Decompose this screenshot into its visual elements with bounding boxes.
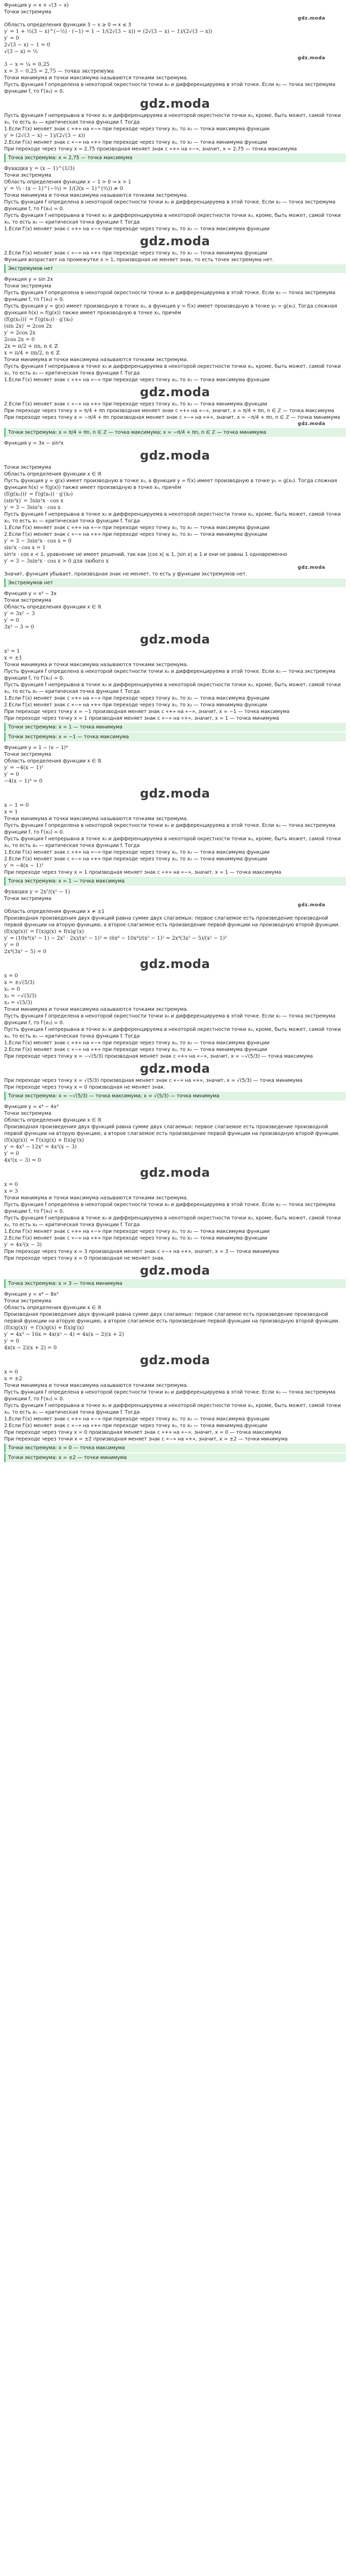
text-line: Область определения функции x ∈ ℝ xyxy=(4,758,101,764)
formula-line: x = 1 xyxy=(4,809,18,815)
text-line: Точки минимума и точки максимума называются точками экстремума. xyxy=(4,662,188,668)
text-line: При переходе через точку x = 1 производная меняет знак с «−» на «+», значит, x = 1 — точка минимума xyxy=(4,716,279,721)
text-line: Область определения функции x ∈ ℝ xyxy=(4,1305,101,1311)
formula-line: x = ±2 xyxy=(4,1376,23,1382)
text-line: Точки минимума и точки максимума называются точками экстремума. xyxy=(4,193,188,198)
text-line: При переходе через точку x = 0 производная не меняет знак. xyxy=(4,1256,165,1261)
formula-line: (f(x)g(x))′ = f′(x)g(x) + f(x)g′(x) xyxy=(4,1138,84,1143)
text-line: Функция y = x⁴ − 4x³ xyxy=(4,1104,59,1110)
answer-box: Точка экстремума: x = 1 — точка максимума xyxy=(4,877,346,886)
text-line: Пусть функция f определена в некоторой окрестности точки x₀ и дифференцируема в этой точке. Если x₀ — точка экстремума функции f, то f′(x₀) = 0. xyxy=(4,823,337,835)
formula-line: y′ = 4x²(x − 3) xyxy=(4,1242,42,1248)
text-line: Точки экстремума xyxy=(4,1111,51,1116)
formula-line: y′ = (10x⁴(x² − 1) − 2x⁵ · 2x)/(x² − 1)² = (6x⁶ − 10x⁴)/(x² − 1)² = 2x⁴(3x² − 5)/(x² − 1)² xyxy=(4,936,227,941)
text-line: Функция y = 3x − sin³x xyxy=(4,440,64,446)
text-line: Точки минимума и точки максимума называются точками экстремума. xyxy=(4,75,188,81)
formula-line: 2x⁴(3x² − 5) = 0 xyxy=(4,949,47,955)
formula-line: y′ = 0 xyxy=(4,1338,20,1344)
formula-line: y′ = 0 xyxy=(4,36,20,41)
text-line: Пусть функция f непрерывна в точке x₀ и дифференцируема в некоторой окрестности точки x₀, кроме, быть может, самой точки x₀, то есть x₀ — критическая точка функции f. Тогда xyxy=(4,1027,343,1039)
answer-box: Точка экстремума: x = 3 — точка минимума xyxy=(4,1279,346,1288)
text-line: Пусть функция f непрерывна в точке x₀ и дифференцируема в некоторой окрестности точки x₀, кроме, быть может, самой точки x₀, то есть x₀ — критическая точка функции f. Тогда xyxy=(4,512,343,524)
formula-line: x − 1 = 0 xyxy=(4,803,29,808)
text-line: 2.Если f′(x) меняет знак с «−» на «+» при переходе через точку x₀, то x₀ — точка минимума функции xyxy=(4,1047,268,1053)
text-line: Производная произведения двух функций равна сумме двух слагаемых: первое слагаемое есть произведение производной первой функции на вторую функцию, а второе слагаемое есть произведение первой функции на производную второй функции. xyxy=(4,1124,340,1137)
text-line: Пусть функция f непрерывна в точке x₀ и дифференцируема в некоторой окрестности точки x₀, кроме, быть может, самой точки x₀, то есть x₀ — критическая точка функции f. Тогда xyxy=(4,1215,343,1228)
text-line: Область определения функции x ∈ ℝ xyxy=(4,604,101,610)
watermark-logo: gdz.moda xyxy=(297,565,325,570)
text-line: При переходе через точку x = π/4 + πn производная меняет знак с «+» на «−», значит, x = π/4 + πn, n ∈ ℤ — точка максимума xyxy=(4,408,335,414)
text-line: 2.Если f′(x) меняет знак с «−» на «+» при переходе через точку x₀, то x₀ — точка минимума функции xyxy=(4,702,268,708)
watermark-logo: gdz.moda xyxy=(297,421,325,427)
text-line: Пусть функция f определена в некоторой окрестности точки x₀ и дифференцируема в этой точке. Если x₀ — точка экстремума функции f, то f′(x₀) = 0. xyxy=(4,1202,337,1214)
text-line: Функция y = x³ − 3x xyxy=(4,591,57,597)
text-line: Функция y = sin 2x xyxy=(4,277,54,282)
text-line: Пусть функция f непрерывна в точке x₀ и дифференцируема в некоторой окрестности точки x₀, кроме, быть может, самой точки x₀, то есть x₀ — критическая точка функции f. Тогда xyxy=(4,836,343,849)
text-line: 1.Если f′(x) меняет знак с «+» на «−» при переходе через точку x₀, то x₀ — точка максимума функции xyxy=(4,1229,270,1234)
formula-line: y′ = −4(x − 1)³ xyxy=(4,863,43,869)
watermark-logo: gdz.moda xyxy=(139,632,211,647)
text-line: При переходе через точку x = −π/4 + πn производная меняет знак с «−» на «+», значит, x = −π/4 + πn, n ∈ ℤ — точка минимума xyxy=(4,415,340,420)
formula-line: x₁ = 0 xyxy=(4,987,20,992)
text-line: Производная произведения двух функций равна сумме двух слагаемых: первое слагаемое есть произведение производной первой функции на вторую функцию, а второе слагаемое есть произведение первой функции на производную второй функции. xyxy=(4,1312,340,1324)
text-line: Точки экстремума xyxy=(4,1298,51,1304)
text-line: 2.Если f′(x) меняет знак с «−» на «+» при переходе через точку x₀, то x₀ — точка минимума функции xyxy=(4,140,268,145)
text-line: 2.Если f′(x) меняет знак с «−» на «+» при переходе через точку x₀, то x₀ — точка минимума функции xyxy=(4,401,268,407)
formula-line: x² = 1 xyxy=(4,649,20,654)
formula-line: y′ = 4x³ − 16x = 4x(x² − 4) = 4x(x − 2)(x + 2) xyxy=(4,1332,124,1337)
formula-line: (f(x)g(x))′ = f′(x)g(x) + f(x)g′(x) xyxy=(4,929,84,935)
watermark-logo: gdz.moda xyxy=(139,1165,211,1180)
text-line: 1.Если f′(x) меняет знак с «+» на «−» при переходе через точку x₀, то x₀ — точка максимума функции xyxy=(4,377,270,383)
formula-line: (sin 2x)′ = 2cos 2x xyxy=(4,324,52,329)
text-line: Пусть функция f определена в некоторой окрестности точки x₀ и дифференцируема в этой точке. Если x₀ — точка экстремума функции f, то f′(x₀) = 0. xyxy=(4,290,337,302)
text-line: При переходе через точку x = 0 производная не меняет знак. xyxy=(4,1084,165,1090)
formula-line: 2x = π/2 + πn, n ∈ ℤ xyxy=(4,344,58,349)
watermark-logo: gdz.moda xyxy=(297,56,325,61)
watermark-logo: gdz.moda xyxy=(139,96,211,111)
watermark-logo: gdz.moda xyxy=(139,1263,211,1278)
formula-line: x = 3 − 0,25 = 2,75 — точка экстремума xyxy=(4,69,114,74)
formula-line: x = 3 xyxy=(4,1189,18,1194)
text-line: 2.Если f′(x) меняет знак с «−» на «+» при переходе через точку x₀, то x₀ — точка минимума функции xyxy=(4,1235,268,1241)
text-line: 1.Если f′(x) меняет знак с «+» на «−» при переходе через точку x₀, то x₀ — точка максимума функции xyxy=(4,525,270,531)
text-line: 1.Если f′(x) меняет знак с «+» на «−» при переходе через точку x₀, то x₀ — точка максимума функции xyxy=(4,126,270,132)
text-line: Точки экстремума xyxy=(4,896,51,902)
answer-box: Экстремумов нет xyxy=(4,579,346,587)
text-line: При переходе через точку x = 0 производная меняет знак с «+» на «−», значит, x = 0 — точка максимума xyxy=(4,1430,282,1435)
text-line: 2.Если f′(x) меняет знак с «−» на «+» при переходе через точку x₀, то x₀ — точка минимума функции xyxy=(4,250,268,256)
text-line: При переходе через точку x = 2,75 производная меняет знак с «+» на «−», значит, x = 2,75 — точка максимума xyxy=(4,146,297,152)
watermark-logo: gdz.moda xyxy=(139,786,211,801)
text-line: Область определения функции 3 − x ≥ 0 ⇒ x ≤ 3 xyxy=(4,22,131,28)
watermark-logo: gdz.moda xyxy=(139,1061,211,1076)
text-line: Функция возрастает на промежутке x > 1, производная не меняет знак, то есть точек экстремума нет. xyxy=(4,257,274,263)
formula-line: (f(g(x₀)))′ = f′(g(x₀)) · g′(x₀) xyxy=(4,317,73,323)
formula-line: y′ = 0 xyxy=(4,618,20,623)
answer-box: Точки экстремума: x = π/4 + πn, n ∈ ℤ — точка максимума; x = −π/4 + πn, n ∈ ℤ — точка минимума xyxy=(4,428,346,437)
text-line: Функция y = 1 − (x − 1)⁴ xyxy=(4,745,68,751)
formula-line: √(3 − x) = ½ xyxy=(4,49,38,55)
formula-line: y′ = 0 xyxy=(4,772,20,777)
text-line: Область определения функции x ∈ ℝ xyxy=(4,1117,101,1123)
watermark-logo: gdz.moda xyxy=(139,234,211,248)
formula-line: (f(g(x₀)))′ = f′(g(x₀)) · g′(x₀) xyxy=(4,492,73,497)
text-line: 1.Если f′(x) меняет знак с «+» на «−» при переходе через точку x₀, то x₀ — точка максимума функции xyxy=(4,1416,270,1422)
formula-line: y′ = 2cos 2x xyxy=(4,330,36,336)
text-line: 1.Если f′(x) меняет знак с «+» на «−» при переходе через точку x₀, то x₀ — точка максимума функции xyxy=(4,696,270,701)
text-line: Точки экстремума xyxy=(4,9,51,15)
formula-line: 4x²(x − 3) = 0 xyxy=(4,1158,41,1163)
formula-line: x = 0 xyxy=(4,1369,18,1375)
formula-line: y′ = 0 xyxy=(4,1151,20,1157)
text-line: При переходе через точки x = ±2 производная меняет знак с «−» на «+», значит, x = ±2 — точки минимума xyxy=(4,1436,288,1442)
text-line: Точки экстремума xyxy=(4,752,51,757)
text-line: sin²x · cos x < 1, уравнение не имеет решений, так как |cos x| ≤ 1, |sin x| ≤ 1 и они не равны 1 одновременно xyxy=(4,552,287,557)
watermark-logo: gdz.moda xyxy=(297,903,325,908)
answer-box: Точки экстремума: x = −√(5/3) — точка максимума; x = √(5/3) — точка минимума xyxy=(4,1092,346,1100)
answer-box: Точки экстремума: x = 0 — точка максимума xyxy=(4,1444,346,1452)
formula-line: x = π/4 + πn/2, n ∈ ℤ xyxy=(4,350,60,356)
formula-line: x₂ = −√(5/3) xyxy=(4,993,37,999)
text-line: 2.Если f′(x) меняет знак с «−» на «+» при переходе через точку x₀, то x₀ — точка минимума функции xyxy=(4,532,268,537)
text-line: Точки экстремума xyxy=(4,283,51,289)
text-line: Функция y = x⁴ − 8x² xyxy=(4,1292,59,1297)
formula-line: y′ = 3 − 3sin²x · cos x = 0 xyxy=(4,538,72,544)
text-line: При переходе через точку x = −1 производная меняет знак с «+» на «−», значит, x = −1 — точка максимума xyxy=(4,709,290,715)
text-line: Значит, функция убывает, производная знак не меняет, то есть у функции экстремумов нет. xyxy=(4,571,248,577)
watermark-logo: gdz.moda xyxy=(139,385,211,399)
answer-box: Точки экстремума: x = −1 — точка максимума xyxy=(4,733,346,741)
formula-line: sin²x · cos x = 1 xyxy=(4,545,46,551)
formula-line: y′ = 1 + ½(3 − x)^(−½) · (−1) = 1 − 1/(2√(3 − x)) = (2√(3 − x) − 1)/(2√(3 − x)) xyxy=(4,29,213,35)
text-line: Пусть функция f непрерывна в точке x₀ и дифференцируема в некоторой окрестности точки x₀, кроме, быть может, самой точки x₀, то есть x₀ — критическая точка функции f. Тогда xyxy=(4,213,343,225)
text-line: Область определения функции x ≠ ±1 xyxy=(4,909,105,914)
text-line: Пусть функция f непрерывна в точке x₀ и дифференцируема в некоторой окрестности точки x₀, кроме, быть может, самой точки x₀, то есть x₀ — критическая точка функции f. Тогда xyxy=(4,364,343,376)
text-line: 2.Если f′(x) меняет знак с «−» на «+» при переходе через точку x₀, то x₀ — точка минимума функции xyxy=(4,856,268,862)
text-line: Точки минимума и точки максимума называются точками экстремума. xyxy=(4,1195,188,1201)
text-line: Точки экстремума xyxy=(4,598,51,603)
text-line: Область определения функции x − 1 > 0 ⇒ x > 1 xyxy=(4,179,131,185)
text-line: 1.Если f′(x) меняет знак с «+» на «−» при переходе через точку x₀, то x₀ — точка максимума функции xyxy=(4,850,270,855)
formula-line: Функция y = 2x⁵/(x² − 1) xyxy=(4,889,70,895)
text-line: Область определения функции x ∈ ℝ xyxy=(4,471,101,477)
formula-line: 3x² − 3 = 0 xyxy=(4,624,34,630)
formula-line: x = 0 xyxy=(4,973,18,979)
text-line: 1.Если f′(x) меняет знак с «+» на «−» при переходе через точку x₀, то x₀ — точка максимума функции xyxy=(4,1040,270,1046)
text-line: 1.Если f′(x) меняет знак с «+» на «−» при переходе через точку x₀, то x₀ — точка максимума функции xyxy=(4,226,270,232)
formula-line: y′ = 0 xyxy=(4,942,20,948)
formula-line: y′ = 3 − 3sin²x · cos x > 0 для любого x xyxy=(4,558,109,564)
watermark-logo: gdz.moda xyxy=(297,16,325,21)
formula-line: Функция y = (x − 1)^(1/3) xyxy=(4,166,75,172)
formula-line: 2√(3 − x) − 1 = 0 xyxy=(4,42,50,48)
text-line: Пусть функция f непрерывна в точке x₀ и дифференцируема в некоторой окрестности точки x₀, кроме, быть может, самой точки x₀, то есть x₀ — критическая точка функции f. Тогда xyxy=(4,113,343,125)
formula-line: y′ = (2√(3 − x) − 1)/(2√(3 − x)) xyxy=(4,133,85,139)
answer-box: Экстремумов нет xyxy=(4,264,346,273)
formula-line: 3 − x = ¼ = 0,25 xyxy=(4,62,50,67)
text-line: Точки минимума и точки максимума называются точками экстремума. xyxy=(4,1007,188,1012)
text-line: Пусть функция f непрерывна в точке x₀ и дифференцируема в некоторой окрестности точки x₀, кроме, быть может, самой точки x₀, то есть x₀ — критическая точка функции f. Тогда xyxy=(4,682,343,694)
answer-box: Точка экстремума: x = 2,75 — точка максимума xyxy=(4,154,346,162)
text-line: При переходе через точку x = √(5/3) производная меняет знак с «−» на «+», значит, x = √(5/3) — точка минимума xyxy=(4,1078,303,1083)
text-line: Пусть функция f определена в некоторой окрестности точки x₀ и дифференцируема в этой точке. Если x₀ — точка экстремума функции f, то f′(x₀) = 0. xyxy=(4,199,337,212)
watermark-logo: gdz.moda xyxy=(139,448,211,463)
text-line: Пусть функция y = g(x) имеет производную в точке x₀, а функция y = f(x) имеет производную в точке y₀ = g(x₀). Тогда сложная функция h(x) = f(g(x)) также имеет производную в точке x₀, причём xyxy=(4,478,339,490)
formula-line: y′ = −4(x − 1)³ xyxy=(4,765,43,771)
text-line: Пусть функция f определена в некоторой окрестности точки x₀ и дифференцируема в этой точке. Если x₀ — точка экстремума функции f, то f′(x₀) = 0. xyxy=(4,1389,337,1402)
text-line: Точки минимума и точки максимума называются точками экстремума. xyxy=(4,816,188,822)
formula-line: 2cos 2x = 0 xyxy=(4,337,35,343)
text-line: При переходе через точку x = 3 производная меняет знак с «−» на «+», значит, x = 3 — точка минимума xyxy=(4,1249,279,1255)
formula-line: y′ = ⅓ · (x − 1)^(−⅔) = 1/(3(x − 1)^(⅔)) ≠ 0 xyxy=(4,186,123,192)
formula-line: x = ±√(5/3) xyxy=(4,980,35,986)
formula-line: x₃ = √(5/3) xyxy=(4,1000,32,1006)
formula-line: −4(x − 1)³ = 0 xyxy=(4,778,43,784)
text-line: Точки экстремума xyxy=(4,465,51,470)
text-line: Точки экстремума xyxy=(4,173,51,178)
text-line: При переходе через точку x = −√(5/3) производная меняет знак с «+» на «−», значит, x = −√(5/3) — точка максимума xyxy=(4,1054,313,1059)
formula-line: 4x(x − 2)(x + 2) = 0 xyxy=(4,1345,57,1351)
text-line: Точки минимума и точки максимума называются точками экстремума. xyxy=(4,1383,188,1388)
watermark-logo: gdz.moda xyxy=(139,957,211,971)
answer-box: Точки экстремума: x = 1 — точка минимума xyxy=(4,723,346,732)
formula-line: x = ±1 xyxy=(4,655,23,661)
text-line: Пусть функция f определена в некоторой окрестности точки x₀ и дифференцируема в этой точке. Если x₀ — точка экстремума функции f, то f′(x₀) = 0. xyxy=(4,1013,337,1026)
answer-box: Точки экстремума: x = ±2 — точки минимума xyxy=(4,1453,346,1462)
text-line: Функция y = x + √(3 − x) xyxy=(4,3,69,8)
formula-line: (sin³x)′ = 3sin²x · cos x xyxy=(4,498,64,504)
text-line: Производная произведения двух функций равна сумме двух слагаемых: первое слагаемое есть произведение производной первой функции на вторую функцию, а второе слагаемое есть произведение первой функции на производную второй функции. xyxy=(4,916,340,928)
formula-line: x = 0 xyxy=(4,1182,18,1188)
text-line: Пусть функция f определена в некоторой окрестности точки x₀ и дифференцируема в этой точке. Если x₀ — точка экстремума функции f, то f′(x₀) = 0. xyxy=(4,669,337,681)
formula-line: y′ = 3 − 3sin²x · cos x xyxy=(4,505,61,511)
formula-line: y′ = 4x³ − 12x² = 4x²(x − 3) xyxy=(4,1144,77,1150)
text-line: Пусть функция f определена в некоторой окрестности точки x₀ и дифференцируема в этой точке. Если x₀ — точка экстремума функции f, то f′(x₀) = 0. xyxy=(4,82,337,94)
formula-line: (f(x)g(x))′ = f′(x)g(x) + f(x)g′(x) xyxy=(4,1325,84,1331)
formula-line: y′ = 3x² − 3 xyxy=(4,611,35,617)
text-line: 2.Если f′(x) меняет знак с «−» на «+» при переходе через точку x₀, то x₀ — точка минимума функции xyxy=(4,1423,268,1429)
watermark-logo: gdz.moda xyxy=(139,1353,211,1367)
text-line: Пусть функция y = g(x) имеет производную в точке x₀, а функция y = f(x) имеет производную в точке y₀ = g(x₀). Тогда сложная функция h(x) = f(g(x)) также имеет производную в точке x₀, причём xyxy=(4,303,339,316)
text-line: Точки минимума и точки максимума называются точками экстремума. xyxy=(4,357,188,363)
text-line: При переходе через точку x = 1 производная меняет знак с «+» на «−», значит, x = 1 — точка максимума xyxy=(4,870,282,875)
text-line: Пусть функция f непрерывна в точке x₀ и дифференцируема в некоторой окрестности точки x₀, кроме, быть может, самой точки x₀, то есть x₀ — критическая точка функции f. Тогда xyxy=(4,1403,343,1415)
